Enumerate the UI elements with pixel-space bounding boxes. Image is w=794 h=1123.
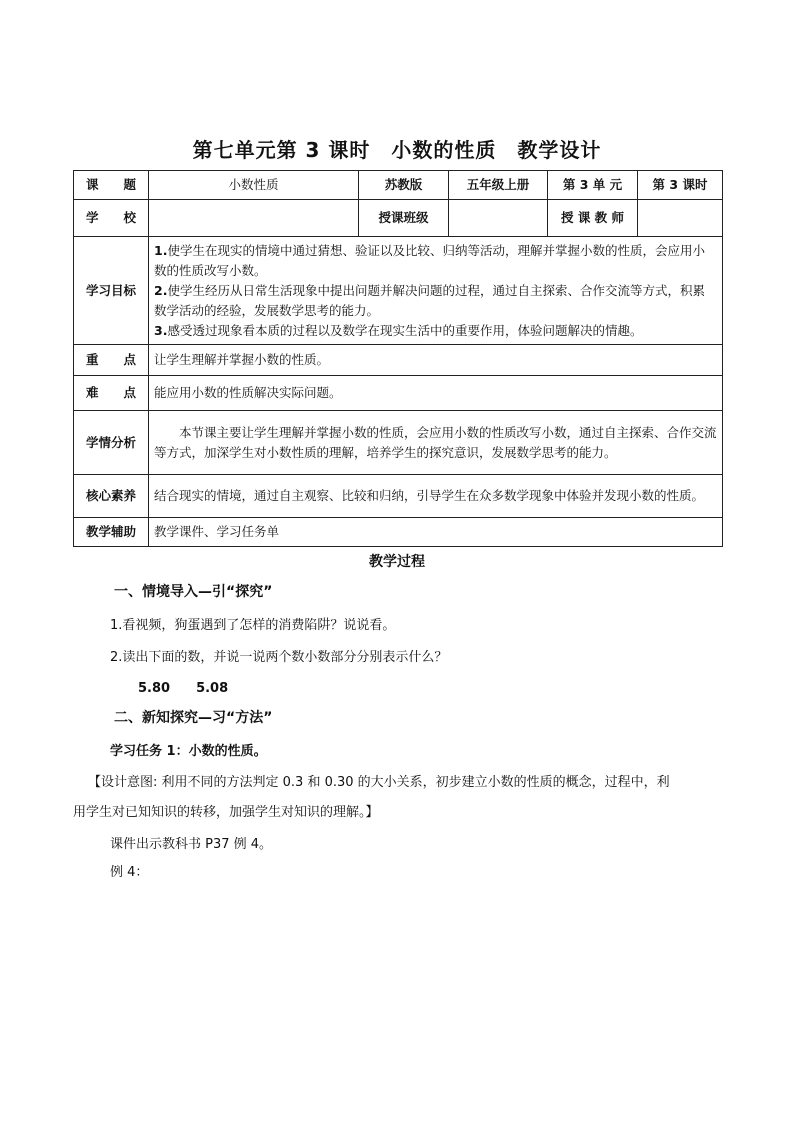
goal-item-3: 3.感受透过现象看本质的过程以及数学在现实生活中的重要作用，体验问题解决的情趣。 <box>154 322 643 338</box>
analysis-label: 学情分析 <box>74 411 149 475</box>
difficulty-text: 能应用小数的性质解决实际问题。 <box>149 376 723 411</box>
process-heading: 教学过程 <box>369 554 425 570</box>
goals-label: 学习目标 <box>74 237 149 345</box>
numbers-to-read: 5.80 5.08 <box>138 681 229 696</box>
row-literacy <box>74 475 723 518</box>
design-intent-line-2: 用学生对已知知识的转移，加强学生对知识的理解。】 <box>73 805 379 820</box>
literacy-text: 结合现实的情境，通过自主观察、比较和归纳，引导学生在众多数学现象中体验并发现小数的性质。 <box>149 475 723 518</box>
section-1-heading: 一、情境导入—引“探究” <box>114 584 273 600</box>
goal-item-2: 2.使学生经历从日常生活现象中提出问题并解决问题的过程，通过自主探索、合作交流等方式，积累数学活动的经验，发展数学思考的能力。 <box>154 282 705 318</box>
key-point-label: 重 点 <box>74 345 149 376</box>
topic-label: 课 题 <box>74 171 149 200</box>
row-key-point <box>74 345 723 376</box>
key-point-text: 让学生理解并掌握小数的性质。 <box>149 345 723 376</box>
row-school <box>74 200 723 237</box>
school-value <box>149 200 359 237</box>
teacher-label: 授 课 教 师 <box>548 200 638 237</box>
section-2-heading: 二、新知探究—习“方法” <box>114 710 273 726</box>
question-1: 1.看视频，狗蛋遇到了怎样的消费陷阱？说说看。 <box>110 618 396 633</box>
row-analysis <box>74 411 723 475</box>
question-2: 2.读出下面的数，并说一说两个数小数部分分别表示什么？ <box>110 650 448 665</box>
lesson: 第 3 课时 <box>638 171 723 200</box>
row-difficulty <box>74 376 723 411</box>
example-label: 例 4： <box>110 865 149 880</box>
lesson-info-table <box>73 170 723 547</box>
difficulty-label: 难 点 <box>74 376 149 411</box>
row-goals <box>74 237 723 345</box>
school-label: 学 校 <box>74 200 149 237</box>
goal-item-1: 1.使学生在现实的情境中通过猜想、验证以及比较、归纳等活动，理解并掌握小数的性质，会应用小数的性质改写小数。 <box>154 242 705 278</box>
unit: 第 3 单 元 <box>548 171 638 200</box>
aids-text: 教学课件、学习任务单 <box>149 518 723 547</box>
analysis-text: 本节课主要让学生理解并掌握小数的性质，会应用小数的性质改写小数，通过自主探索、合作交流等方式，加深学生对小数性质的理解，培养学生的探究意识，发展数学思考的能力。 <box>149 411 723 475</box>
courseware-note: 课件出示教科书 P37 例 4。 <box>110 837 273 852</box>
row-aids <box>74 518 723 547</box>
teacher-value <box>638 200 723 237</box>
row-topic <box>74 171 723 200</box>
literacy-label: 核心素养 <box>74 475 149 518</box>
page-title: 第七单元第 3 课时 小数的性质 教学设计 <box>192 138 602 162</box>
aids-label: 教学辅助 <box>74 518 149 547</box>
design-intent-line-1: 【设计意图: 利用不同的方法判定 0.3 和 0.30 的大小关系，初步建立小数的性质的概念，过程中，利 <box>88 775 670 790</box>
grade: 五年级上册 <box>449 171 548 200</box>
class-value <box>449 200 548 237</box>
goals-content <box>149 237 723 345</box>
topic-value: 小数性质 <box>149 171 359 200</box>
class-label: 授课班级 <box>359 200 449 237</box>
publisher: 苏教版 <box>359 171 449 200</box>
learning-task-1: 学习任务 1：小数的性质。 <box>110 744 267 759</box>
